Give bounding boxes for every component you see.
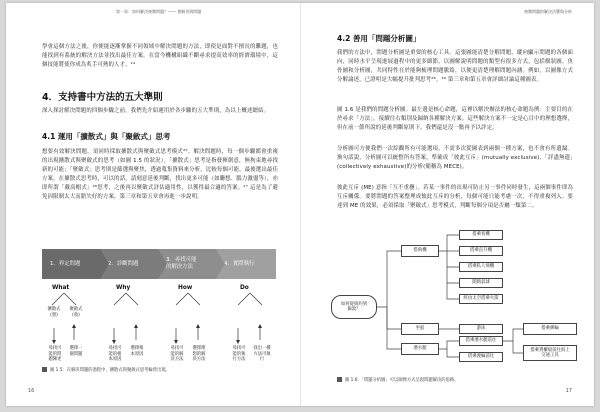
paragraph-2: 圖 1.6 是我們的問題分析圖。最左邊是核心命題，這裡以解決辦法的核心命題為例：主要目的在於尋求「方法」，接續往右類別及歸納各種解決方案。這些解決方案不一定是心目中的理想選擇，但在前一節所說的延後判斷原則下，我們還是沒一點再予以評定。 xyxy=(337,107,573,131)
convergent-label: 聚斂式 (收) xyxy=(69,307,83,318)
right-page xyxy=(300,3,594,406)
caption-marker xyxy=(42,367,47,372)
map-root-question: 如何從紐約到 倫敦？ xyxy=(331,295,377,319)
node-find-root-causes: 尋找可 能的根 本原因 xyxy=(108,346,122,362)
figure-caption: 圖 1.6：「問題分析圖」可以圖像方式呈現問題解決的思路。 xyxy=(337,377,458,383)
node-find-statements: 尋找可 能的問 題陳述 xyxy=(48,346,62,362)
map-branch-boat: 坐船 xyxy=(401,323,439,335)
caption-marker xyxy=(337,377,342,382)
map-leaf-swim: 游泳 xyxy=(459,324,503,334)
map-leaf-cruise: 搭乘郵輪 xyxy=(523,323,577,335)
step-diagnose: 2．診斷問題 xyxy=(100,249,158,279)
map-leaf-balloon: 開熱氣球 xyxy=(459,278,503,288)
node-select-root-cause: 選擇根 本原因 xyxy=(130,346,144,357)
map-leaf-private-jet: 搭乘私人飛機 xyxy=(459,262,503,272)
left-page xyxy=(6,3,300,406)
step-implement: 4．實際執行 xyxy=(216,249,276,279)
map-branch-submarine: 潛水艇 xyxy=(401,343,439,355)
page-number: 17 xyxy=(565,388,572,394)
label-why: Why xyxy=(116,285,131,291)
map-branch-fly: 搭飛機 xyxy=(401,245,439,257)
step-define: 1．界定問題 xyxy=(42,249,100,279)
figure-caption: 圖 1.5：在解決問題的過程中，擴散式與聚斂式思考輪替出現。 xyxy=(42,367,170,373)
divergent-label: 擴散式 (發) xyxy=(47,307,61,318)
step-find-solutions: 3．尋找可能 的解決方法 xyxy=(158,249,216,279)
section-heading: 4．支持書中方法的五大準則 xyxy=(42,92,163,103)
node-find-implementation: 尋找可 能的執 行方法 xyxy=(232,346,246,362)
node-select-solution: 選擇理 想的解 決方法 xyxy=(192,346,206,362)
label-how: How xyxy=(178,285,193,291)
page-number: 16 xyxy=(28,388,35,394)
map-leaf-rocket: 經由太空搭乘火箭 xyxy=(459,294,503,304)
map-leaf-helicopter: 搭乘直升機 xyxy=(459,246,503,256)
map-leaf-airliner: 搭乘客機 xyxy=(459,230,503,240)
subsection-heading: 4.1 運用「擴散式」與「聚斂式」思考 xyxy=(42,132,171,141)
running-header: 複雜問題的解決法寶與分析 xyxy=(524,9,572,14)
map-leaf-submarine: 搭乘潛水艇前往 xyxy=(459,336,503,346)
intro-paragraph: 學會這個方法之後，你便能逐漸掌握不同領域中解決問題的方法，即使是面對不擅長的難題，也能找到有系統的解決方法並找出最佳方案。在當今機構組織不斷尋求提高效率的經濟環境中，這個技能將使你成為炙手可熱的人才。²⁴ xyxy=(42,44,278,68)
label-do: Do xyxy=(240,285,249,291)
subsection-heading: 4.2 善用「問題分析圖」 xyxy=(337,34,421,43)
subsection-paragraph: 想要有效解決問題，須同時採取擴散式與聚斂式思考模式²⁵。解決問題時，每一個步驟都會重複的出現擴散式與聚斂式的思考（如圖 1.5 的狀況）。「擴散式」思考是指發揮創意，無拘束地尋找新的可能；「聚斂式」思考則是篩選與聚焦，透過蒐集資料來分析，比較每個可能，最後選出最佳方案。在擴散式思考時，可以的話，請刻意延後判斷，找出更多可能（如聯想、腦力激盪等），亦即所謂「戴高帽式」²⁶思考，之後再以聚斂式評估適用性，以獲得最合適的答案。²⁷ 這是為了避免因限制太大而錯失好的方案，第三章和第五章會再進一步說明。 xyxy=(42,149,278,200)
label-what: What xyxy=(52,285,70,291)
node-find-solutions: 尋找可 能的解 決方法 xyxy=(170,346,184,362)
map-leaf-ferry: 搭乘渡輪前往 xyxy=(459,352,503,362)
node-select-problem: 選擇一 個問題 xyxy=(69,346,83,357)
paragraph-3: 分析圖可方便我們一次綜觀所有可能選項，不需多次從圖表到兩個一種方案，也不會有所遺漏。換句話說，分析圖可以統整所有答案，準確成「彼此互斥」(mutually exclusive)、「詳盡無遺」(collectively exhaustive)的分析(簡稱為 MECE)。 xyxy=(337,146,573,170)
running-header: 第一章．如何解決複雜問題？—— 會解答與問題 xyxy=(116,9,202,14)
section-intro: 深入探討解決問題的四個步驟之前，我們先介紹運用於各步驟的五大準則，為以上概述總結。 xyxy=(42,108,270,114)
paragraph-4: 彼此互斥 (ME) 意指「互不重疊」。若某一事件的出現可防止另一事件同時發生，這兩個事件即為互斥關係。要將問題的答案整理成彼此互斥的分析，每個可能只能考慮一次，不得重複列入。要達到 ME 的效果，必須採取「聚斂式」思考模式，判斷每個分項是否屬一類第二。 xyxy=(337,185,573,209)
figure-1-5 xyxy=(42,243,276,375)
map-leaf-cargo: 搭乘貨櫃船前往海上 交通工具 xyxy=(523,345,577,361)
node-pick-implementation: 找出一種 方法可執 行 xyxy=(253,346,271,362)
problem-analysis-map xyxy=(331,229,581,369)
book-spread xyxy=(6,3,594,406)
paragraph-1: 我們的方法中，問題分析圖是重要的核心工具。這張圖能清楚分解問題，縱向顯示問題的各個面向，同時水平呈現進展過程中的更多細節，以圖解說明問題的類型有很多方式，包括樹狀圖、魚骨圖和分析圖，共同特性在於能夠梳理問題脈絡，以便更清楚理解問題內涵。例如，以圖像方式分解論述，已證明是大幅提升批判思考²⁸。³⁹ 第三章和第五章會詳細討論這種圖表。 xyxy=(337,50,573,83)
